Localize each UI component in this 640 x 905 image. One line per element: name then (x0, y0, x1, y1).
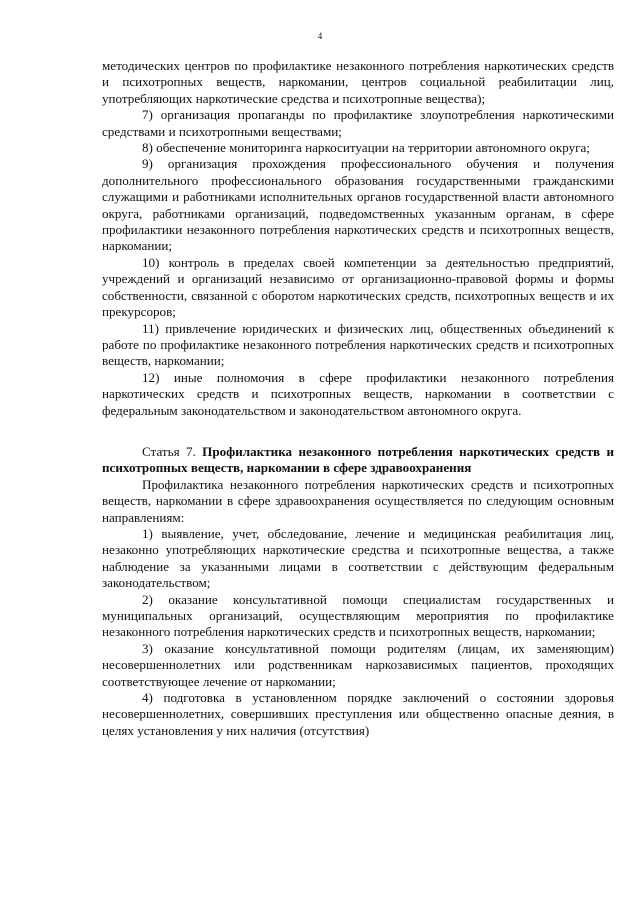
article-title: Профилактика незаконного потребления наркотических средств и психотропных веществ, наркомании в сфере здравоохранения (102, 443, 614, 476)
continuation-paragraph: методических центров по профилактике незаконного потребления наркотических средств и психотропных веществ, наркомании, центров социальной реабилитации лиц, употребляющих наркотические средства и психотропные вещества); (102, 58, 614, 106)
list-item: 4) подготовка в установленном порядке заключений о состоянии здоровья несовершеннолетних, совершивших преступления или общественно опасные деяния, в целях установления у них наличия (отсутствия) (102, 690, 614, 738)
list-item: 1) выявление, учет, обследование, лечение и медицинская реабилитация лиц, незаконно употребляющих наркотические средства и психотропные вещества, а также наблюдение за указанными лицами в соответствии с действующим федеральным законодательством; (102, 525, 614, 591)
list-item: 9) организация прохождения профессионального обучения и получения дополнительного профессионального образования государственными гражданскими служащими и работниками исполнительных органов государственной власти автономного округа, работниками организаций, подведомственных указанным органам, в сфере профилактики незаконного потребления наркотических средств и психотропных веществ, наркомании; (102, 156, 614, 254)
list-item: 10) контроль в пределах своей компетенции за деятельностью предприятий, учреждений и организаций независимо от организационно-правовой формы и формы собственности, связанной с оборотом наркотических средств, психотропных веществ и их прекурсоров; (102, 254, 614, 320)
list-item: 3) оказание консультативной помощи родителям (лицам, их заменяющим) несовершеннолетних или родственникам наркозависимых пациентов, проходящих соответствующее лечение от наркомании; (102, 640, 614, 689)
article-heading (102, 444, 614, 477)
list-item: 11) привлечение юридических и физических лиц, общественных объединений к работе по профилактике незаконного потребления наркотических средств и психотропных веществ, наркомании; (102, 320, 614, 369)
list-item: 8) обеспечение мониторинга наркоситуации на территории автономного округа; (142, 140, 590, 156)
page-number: 4 (317, 31, 323, 41)
list-item: 2) оказание консультативной помощи специалистам государственных и муниципальных организаций, осуществляющим мероприятия по профилактике незаконного потребления наркотических средств и психотропных веществ, наркомании; (102, 591, 614, 640)
list-item: 12) иные полномочия в сфере профилактики незаконного потребления наркотических средств и психотропных веществ, наркомании в соответствии с федеральным законодательством и законодательством автономного округа. (102, 369, 614, 418)
document-body (102, 58, 614, 739)
intro-paragraph: Профилактика незаконного потребления наркотических средств и психотропных веществ, наркомании в сфере здравоохранения осуществляется по следующим основным направлениям: (102, 476, 614, 525)
list-item: 7) организация пропаганды по профилактике злоупотребления наркотическими средствами и психотропными веществами; (102, 107, 614, 139)
article-prefix: Статья 7. (142, 443, 196, 459)
